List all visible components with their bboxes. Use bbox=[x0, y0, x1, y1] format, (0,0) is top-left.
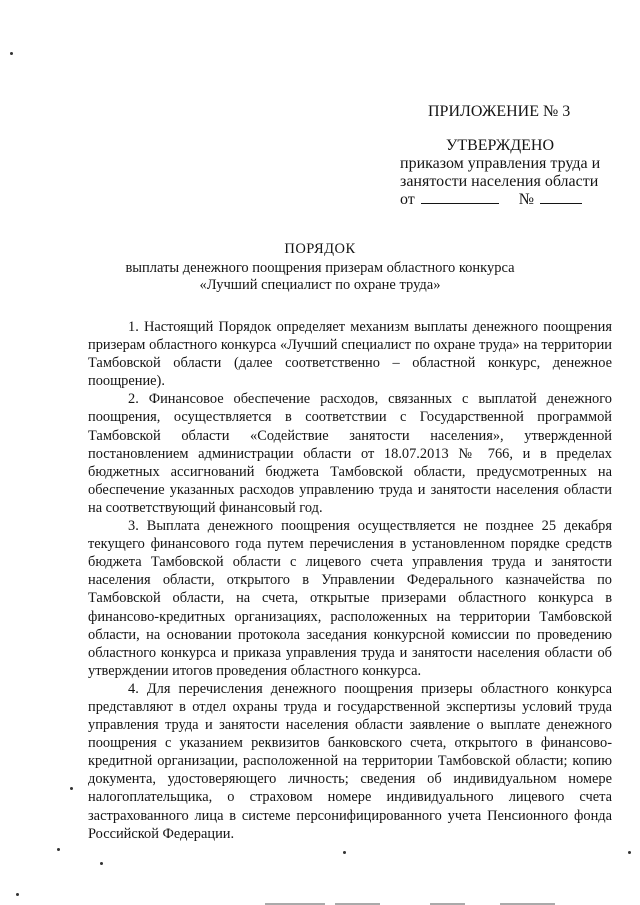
scan-bottom-edge bbox=[0, 899, 640, 905]
document-title: ПОРЯДОК bbox=[284, 241, 356, 257]
scan-speck bbox=[70, 787, 73, 790]
document-subtitle-line-1: выплаты денежного поощрения призерам областного конкурса bbox=[125, 260, 515, 276]
scan-speck bbox=[10, 52, 13, 55]
approved-label: УТВЕРЖДЕНО bbox=[446, 137, 555, 154]
paragraph-2: 2. Финансовое обеспечение расходов, связанных с выплатой денежного поощрения, осуществляется в соответствии с Государственной программой Тамбовской области «Содействие занятости населения», утвержденной постановлением администрации области от 18.07.2013 № 766, и в пределах бюджетных ассигнований бюджета Тамбовской области, предусмотренных на обеспечение указанных расходов управлению труда и занятости населения области на соответствующий финансовый год. bbox=[88, 391, 612, 516]
number-blank bbox=[540, 191, 582, 204]
date-label: от bbox=[400, 191, 415, 208]
approved-by-line-2: занятости населения области bbox=[400, 173, 599, 190]
document-subtitle-line-2: «Лучший специалист по охране труда» bbox=[199, 277, 441, 293]
scan-speck bbox=[343, 851, 346, 854]
approval-date-number-line bbox=[400, 191, 582, 209]
appendix-label: ПРИЛОЖЕНИЕ № 3 bbox=[428, 103, 571, 120]
paragraph-4: 4. Для перечисления денежного поощрения призеры областного конкурса представляют в отдел охраны труда и государственной экспертизы условий труда управления труда и занятости населения области заявление о выплате денежного поощрения с указанием реквизитов банковского счета, открытого в финансово-кредитной организации, расположенной на территории Тамбовской области; копию документа, удостоверяющего личность; сведения об индивидуальном номере налогоплательщика, о страховом номере индивидуального лицевого счета застрахованного лица в системе персонифицированного учета Пенсионного фонда Российской Федерации. bbox=[88, 680, 612, 842]
paragraph-1: 1. Настоящий Порядок определяет механизм выплаты денежного поощрения призерам областного конкурса «Лучший специалист по охране труда» на территории Тамбовской области (далее соответственно – областной конкурс, денежное поощрение). bbox=[88, 319, 612, 390]
number-label: № bbox=[518, 191, 535, 208]
paragraph-3: 3. Выплата денежного поощрения осуществляется не позднее 25 декабря текущего финансового года путем перечисления в установленном порядке средств бюджета Тамбовской области с лицевого счета управления труда и занятости населения области, открытого в Управлении Федерального казначейства по Тамбовской области, на счета, открытые призерами областного конкурса в финансово-кредитных организациях, расположенных на территории Тамбовской области, на основании протокола заседания конкурсной комиссии по проведению областного конкурса и приказа управления труда и занятости населения области об утверждении итогов проведения областного конкурса. bbox=[88, 518, 612, 679]
scan-speck bbox=[57, 848, 60, 851]
date-blank bbox=[421, 191, 499, 204]
approved-by-line-1: приказом управления труда и bbox=[400, 155, 601, 172]
scan-speck bbox=[16, 893, 19, 896]
document-body bbox=[88, 318, 612, 843]
scan-speck bbox=[628, 851, 631, 854]
scan-speck bbox=[100, 862, 103, 865]
